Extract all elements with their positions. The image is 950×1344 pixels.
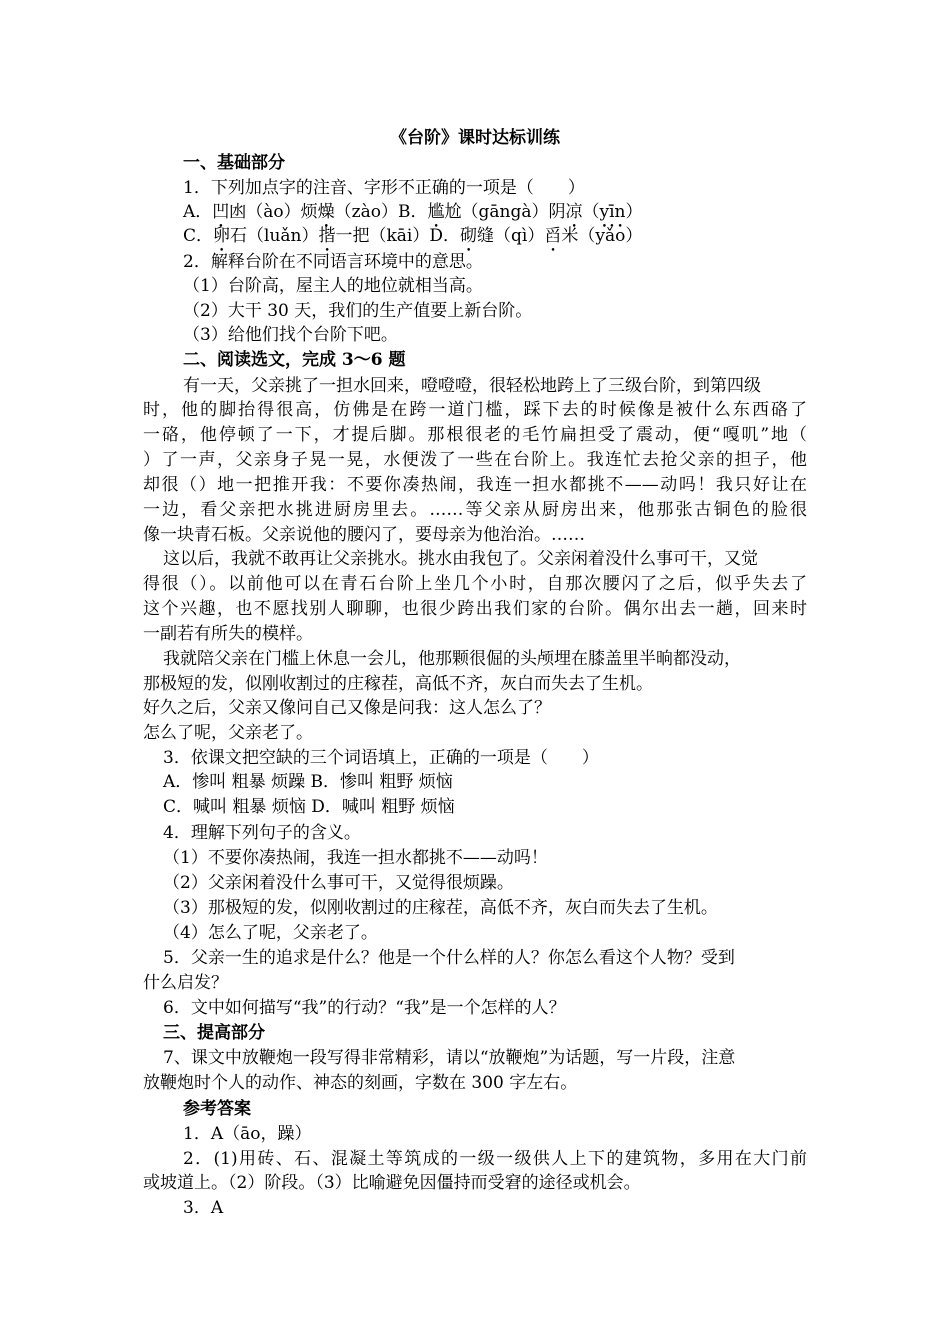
answer-2-line: 或坡道上。（2）阶段。（3）比喻避免因僵持而受窘的途径或机会。	[143, 1173, 641, 1193]
passage-line: 得很（）。以前他可以在青石台阶上坐几个小时，自那次腰闪了之后，似乎失去了	[143, 574, 807, 594]
question-3-stem: 3．依课文把空缺的三个词语填上，正确的一项是（ ）	[163, 748, 599, 768]
option-d: D．砌缝（qì）舀米（yǎo）	[429, 226, 643, 246]
section-heading-advanced: 三、提高部分	[163, 1023, 265, 1043]
question-7-line: 放鞭炮时个人的动作、神态的刻画，字数在 300 字左右。	[143, 1073, 578, 1093]
answer-1: 1．A（āo，躁）	[183, 1124, 312, 1144]
passage-line: 那极短的发，似刚收割过的庄稼茬，高低不齐，灰白而失去了生机。	[143, 674, 653, 694]
passage-line: 我就陪父亲在门槛上休息一会儿，他那颗很倔的头颅埋在膝盖里半晌都没动，	[163, 649, 741, 669]
question-4-item: （1）不要你凑热闹，我连一担水都挑不——动吗！	[163, 848, 548, 868]
question-2-stem: 2．解释台阶在不同语言环境中的意思。	[183, 252, 483, 272]
question-6-stem: 6．文中如何描写“我”的行动？“我”是一个怎样的人？	[163, 998, 566, 1018]
passage-line: 好久之后，父亲又像问自己又像是问我：这人怎么了？	[143, 698, 551, 718]
answer-3: 3．A	[183, 1198, 224, 1218]
passage-line: 这以后，我就不敢再让父亲挑水。挑水由我包了。父亲闲着没什么事可干，又觉	[163, 549, 758, 569]
passage-line: 怎么了呢，父亲老了。	[143, 723, 313, 743]
option-c: C．卵石（luǎn）揩一把（kāi）	[183, 226, 430, 246]
question-2-item: （3）给他们找个台阶下吧。	[183, 325, 398, 345]
section-heading-basics: 一、基础部分	[183, 153, 285, 173]
question-3-options-ab: A．惨叫 粗暴 烦躁 B．惨叫 粗野 烦恼	[163, 772, 453, 792]
question-4-item: （2）父亲闲着没什么事可干，又觉得很烦躁。	[163, 873, 514, 893]
question-5-line: 5．父亲一生的追求是什么？他是一个什么样的人？你怎么看这个人物？受到	[163, 948, 735, 968]
passage-line: 一副若有所失的模样。	[143, 624, 313, 644]
answer-2-line: 2．(1)用砖、石、混凝土等筑成的一级一级供人上下的建筑物，多用在大门前	[183, 1149, 807, 1169]
option-b: B．尴尬（gāngà）阴凉（yīn）	[397, 202, 643, 222]
question-5-line: 什么启发？	[143, 973, 228, 993]
question-7-line: 7、课文中放鞭炮一段写得非常精彩，请以“放鞭炮”为话题，写一片段，注意	[163, 1048, 736, 1068]
question-4-stem: 4．理解下列句子的含义。	[163, 823, 361, 843]
question-4-item: （3）那极短的发，似刚收割过的庄稼茬，高低不齐，灰白而失去了生机。	[163, 898, 718, 918]
question-4-item: （4）怎么了呢，父亲老了。	[163, 923, 378, 943]
passage-line: 一边，看父亲把水挑进厨房里去。……等父亲从厨房出来，他那张古铜色的脸很	[143, 500, 807, 520]
section-heading-reading: 二、阅读选文，完成 3～6 题	[183, 350, 406, 370]
option-a: A．凹凼（ào）烦燥（zào）	[183, 202, 398, 222]
page-title: 《台阶》课时达标训练	[390, 128, 560, 148]
passage-line: 这个兴趣，也不愿找别人聊聊，也很少跨出我们家的台阶。偶尔出去一趟，回来时	[143, 599, 807, 619]
passage-line: 有一天，父亲挑了一担水回来，噔噔噔，很轻松地跨上了三级台阶，到第四级	[183, 376, 761, 396]
passage-line: 像一块青石板。父亲说他的腰闪了，要母亲为他治治。……	[143, 525, 585, 545]
passage-line: 一硌，他停顿了一下，才提后脚。那根很老的毛竹扁担受了震动，便“嘎叽”地（	[143, 425, 807, 445]
question-3-options-cd: C．喊叫 粗暴 烦恼 D．喊叫 粗野 烦恼	[163, 797, 455, 817]
question-1-stem: 1．下列加点字的注音、字形不正确的一项是（ ）	[183, 178, 585, 198]
passage-line: 却很（）地一把推开我：不要你凑热闹，我连一担水都挑不——动吗！我只好让在	[143, 475, 807, 495]
passage-line: 时，他的脚抬得很高，仿佛是在跨一道门槛，踩下去的时候像是被什么东西硌了	[143, 400, 807, 420]
passage-line: ）了一声，父亲身子晃一晃，水便泼了一些在台阶上。我连忙去抢父亲的担子，他	[143, 450, 807, 470]
question-2-item: （2）大干 30 天，我们的生产值要上新台阶。	[183, 301, 533, 321]
question-2-item: （1）台阶高，屋主人的地位就相当高。	[183, 276, 483, 296]
answers-heading: 参考答案	[183, 1099, 251, 1119]
